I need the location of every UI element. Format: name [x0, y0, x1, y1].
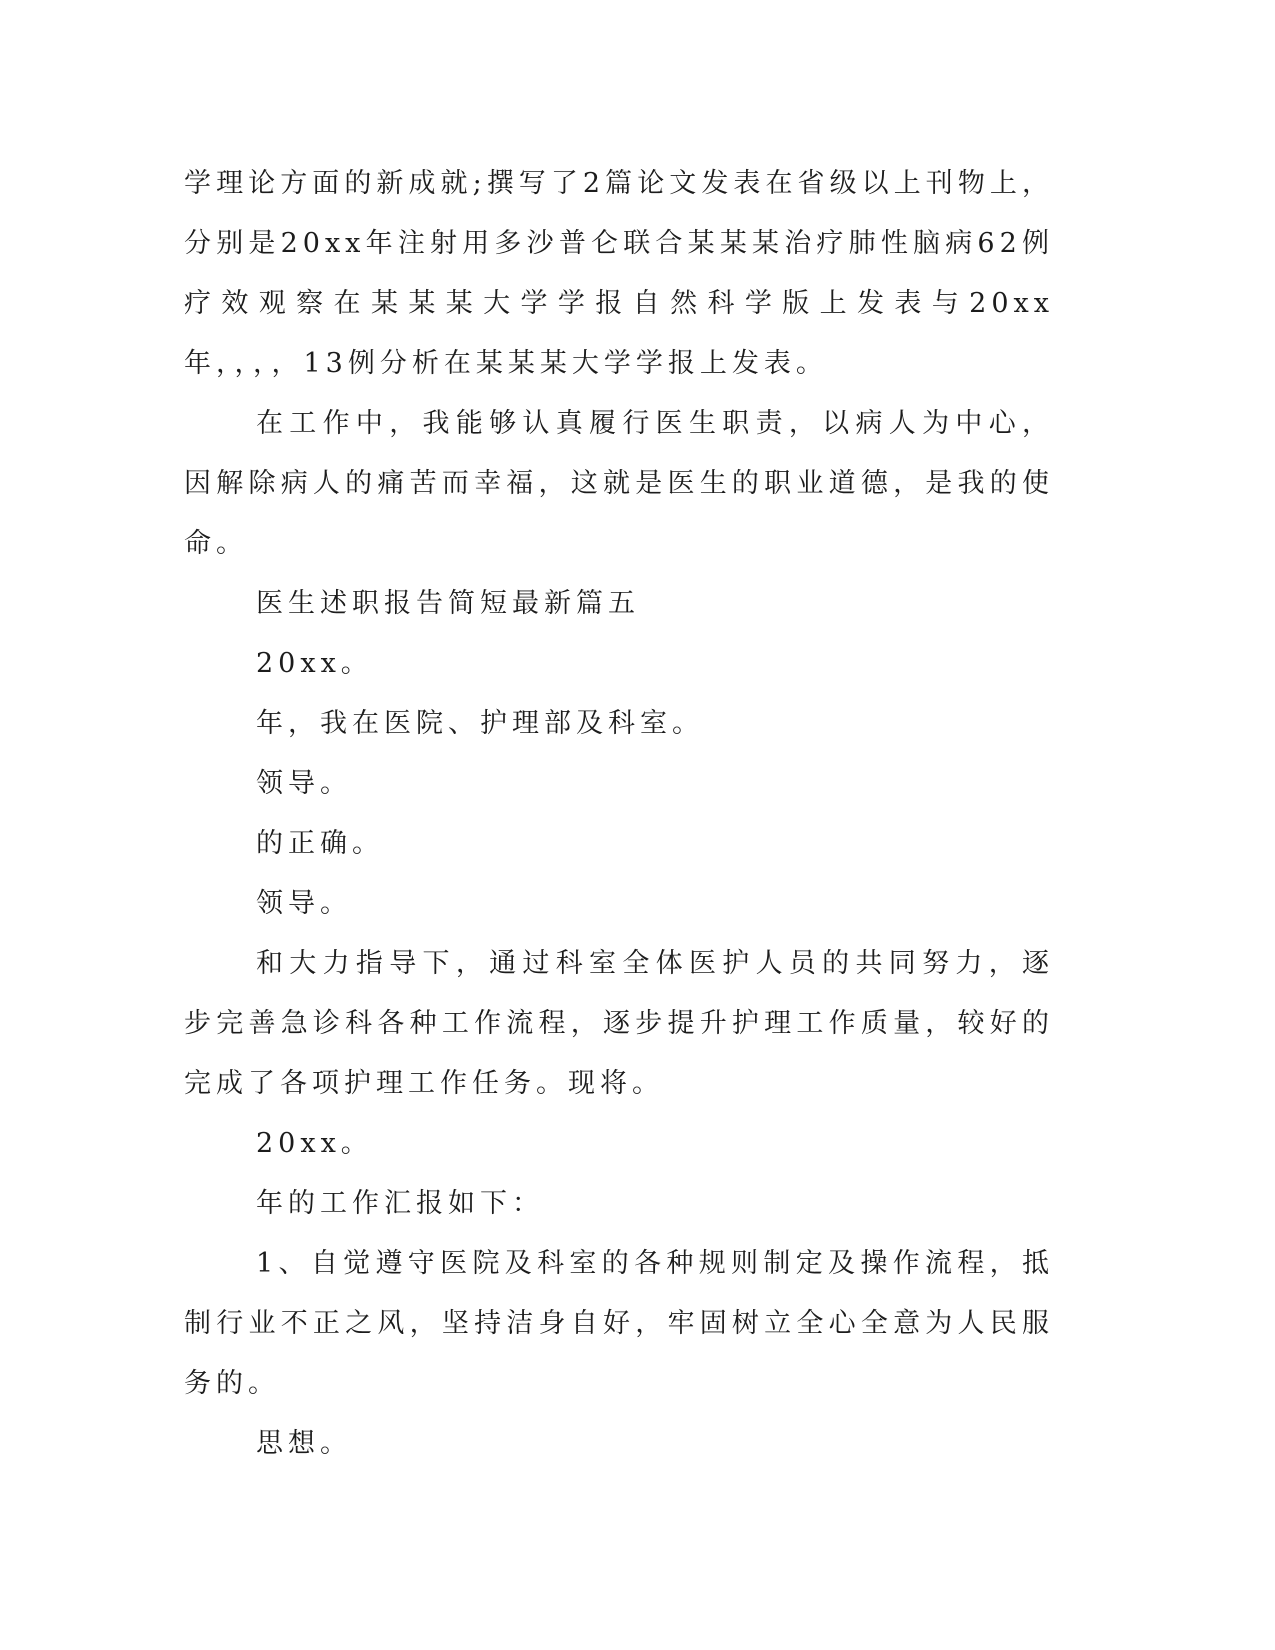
- paragraph-leader-2: 领导。: [256, 888, 352, 919]
- paragraph-guidance: 和大力指导下，通过科室全体医护人员的共同努力，逐步完善急诊科各种工作流程，逐步提升护理工作质量，较好的完成了各项护理工作任务。现将。: [184, 948, 1054, 1099]
- paragraph-leader-1: 领导。: [256, 768, 352, 799]
- section-heading: 医生述职报告简短最新篇五: [256, 588, 640, 619]
- paragraph-year-1: 20xx。: [256, 648, 373, 679]
- paragraph-correct: 的正确。: [256, 828, 384, 859]
- paragraph-hospital: 年，我在医院、护理部及科室。: [256, 708, 704, 739]
- document-body: [184, 154, 1054, 1474]
- paragraph-continued-papers: 学理论方面的新成就;撰写了2篇论文发表在省级以上刊物上，分别是20xx年注射用多沙普仑联合某某某治疗肺性脑病62例疗效观察在某某某大学学报自然科学版上发表与20xx年，，，，13例分析在某某某大学学报上发表。: [184, 168, 1054, 379]
- paragraph-report-intro: 年的工作汇报如下：: [256, 1188, 544, 1219]
- paragraph-thought: 思想。: [256, 1428, 352, 1459]
- paragraph-duty: 在工作中，我能够认真履行医生职责，以病人为中心，因解除病人的痛苦而幸福，这就是医生的职业道德，是我的使命。: [184, 408, 1054, 559]
- paragraph-year-2: 20xx。: [256, 1128, 373, 1159]
- paragraph-item-1: 1、自觉遵守医院及科室的各种规则制定及操作流程，抵制行业不正之风，坚持洁身自好，牢固树立全心全意为人民服务的。: [184, 1248, 1054, 1399]
